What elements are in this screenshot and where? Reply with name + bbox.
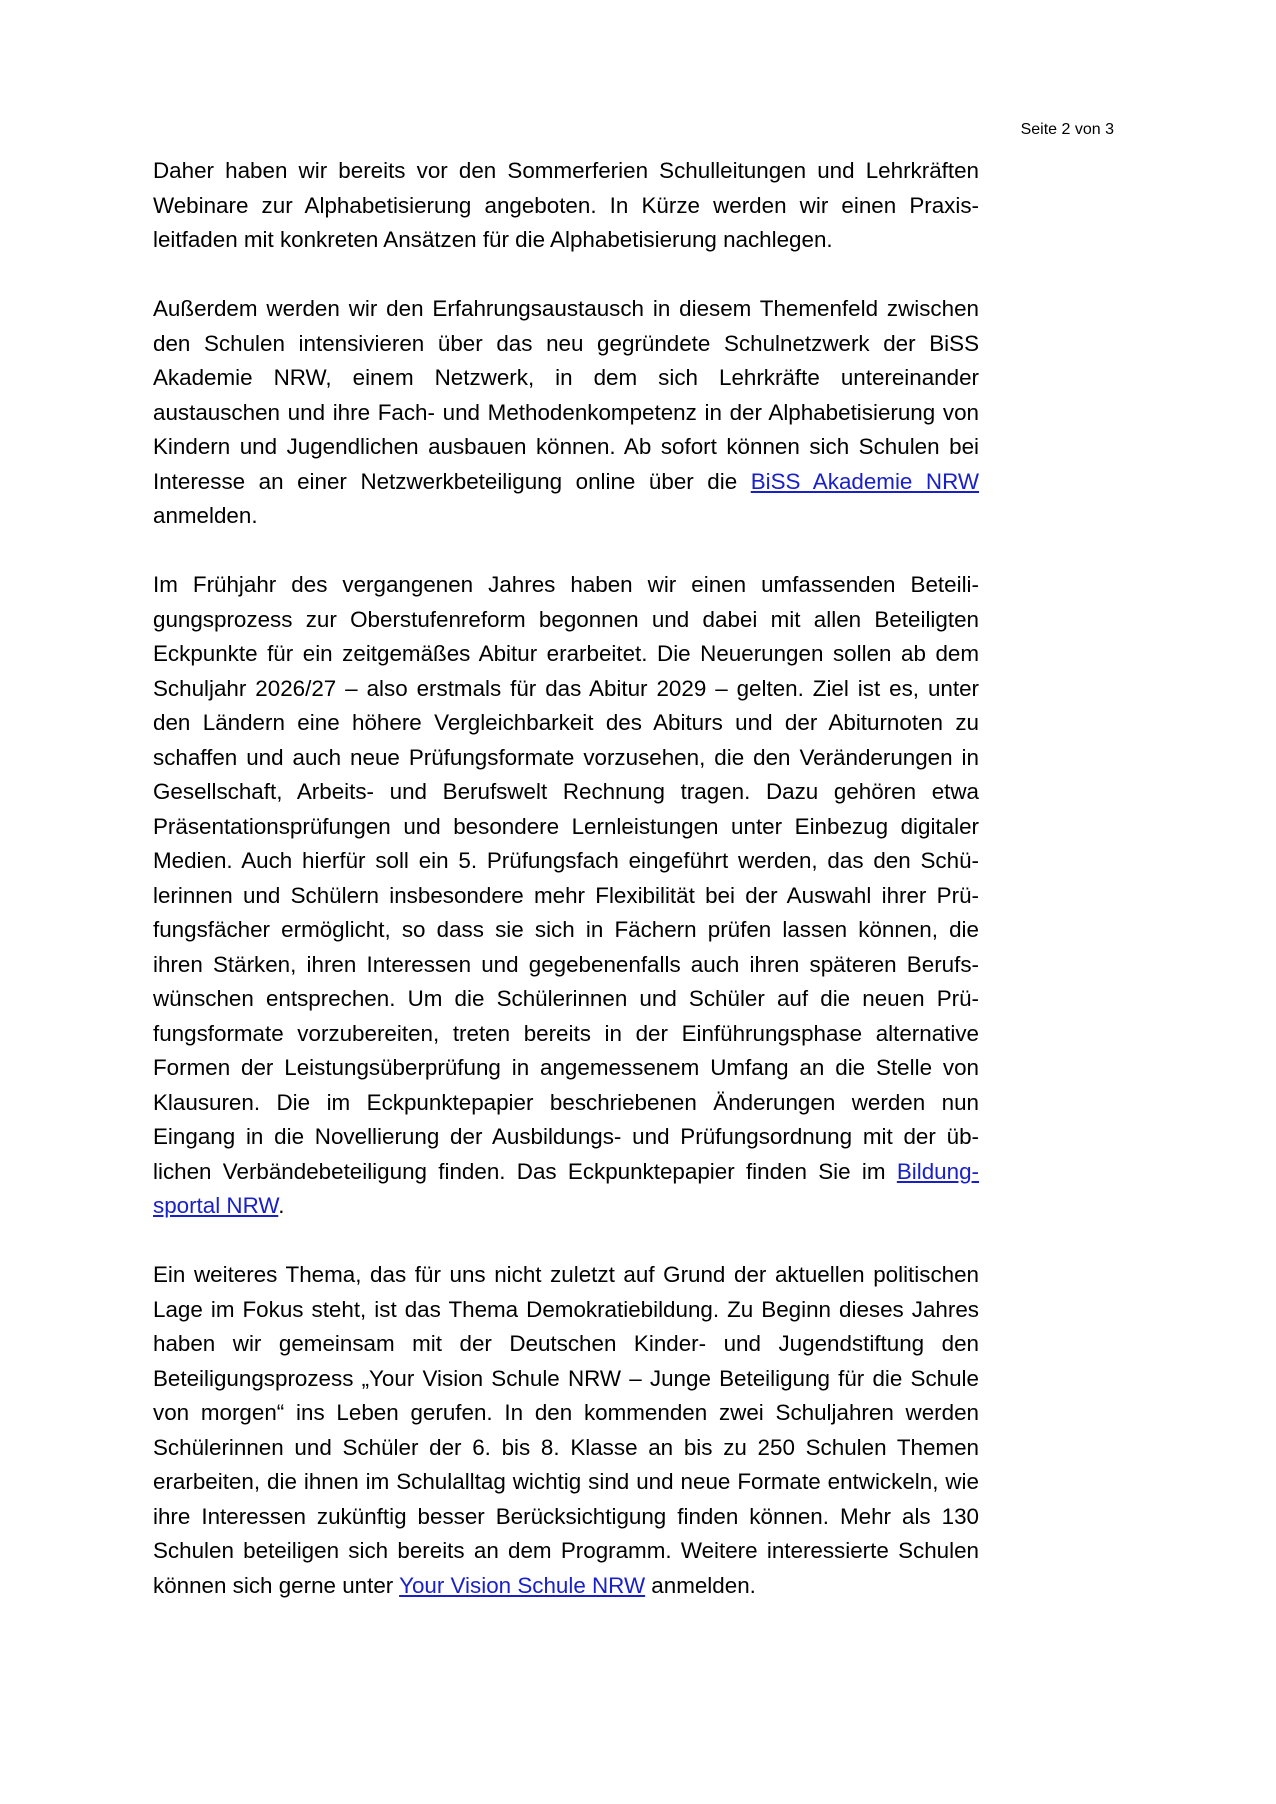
paragraph-text: anmelden.: [645, 1572, 756, 1598]
bildungsportal-link[interactable]: Bildungsportal NRW: [153, 1158, 979, 1218]
paragraph-text: .: [278, 1193, 285, 1218]
paragraph-erfahrungsaustausch: [153, 292, 979, 534]
paragraph-text: Im Frühjahr des vergangenen Jahres haben wir einen umfassenden Beteiligungsprozess zur Oberstufenreform begonnen und dabei mit allen Beteiligten Eckpunkte für ein zeitgemäßes Abitur erarbeitet. Die Neuerungen sollen ab dem Schuljahr 2026/27 – also erstmals für das Abitur 2029 – gelten. Ziel ist es, unter den Ländern eine höhere Vergleichbarkeit des Abiturs und der Abiturnoten zu schaffen und auch neue Prüfungsformate vorzusehen, die den Veränderungen in Gesellschaft, Arbeits- und Berufswelt Rechnung tragen. Dazu gehören etwa Präsentationsprüfungen und besondere Lernleistungen unter Einbezug digitaler Medien. Auch hierfür soll ein 5. Prüfungsfach eingeführt werden, das den Schülerinnen und Schülern insbesondere mehr Flexibilität bei der Auswahl ihrer Prüfungsfächer ermöglicht, so dass sie sich in Fächern prüfen lassen können, die ihren Stärken, ihren Interessen und gegebenenfalls auch ihren späteren Berufswünschen entsprechen. Um die Schülerinnen und Schüler auf die neuen Prüfungsformate vorzubereiten, treten bereits in der Einführungsphase alternative Formen der Leistungsüberprüfung in angemessenem Umfang an die Stelle von Klausuren. Die im Eckpunktepapier beschriebenen Änderungen werden nun Eingang in die Novellierung der Ausbildungs- und Prüfungsordnung mit der üblichen Verbändebeteiligung finden. Das Eckpunktepapier finden Sie im: [153, 572, 979, 1184]
paragraph-oberstufenreform: [153, 568, 979, 1224]
paragraph-alphabetisierung: [153, 154, 979, 258]
paragraph-text: Außerdem werden wir den Erfahrungsaustausch in diesem Themenfeld zwischen den Schulen intensivieren über das neu gegründete Schulnetzwerk der BiSS Akademie NRW, einem Netzwerk, in dem sich Lehrkräfte untereinander austauschen und ihre Fach- und Methodenkompetenz in der Alphabetisierung von Kindern und Jugendlichen ausbauen können. Ab sofort können sich Schulen bei Interesse an einer Netzwerkbeteiligung online über die: [153, 296, 979, 494]
paragraph-text: Ein weiteres Thema, das für uns nicht zuletzt auf Grund der aktuellen politischen Lage im Fokus steht, ist das Thema Demokratiebildung. Zu Beginn dieses Jahres haben wir gemeinsam mit der Deutschen Kinder- und Jugendstiftung den Beteiligungsprozess „Your Vision Schule NRW – Junge Beteiligung für die Schule von morgen“ ins Leben gerufen. In den kommenden zwei Schuljahren werden Schülerinnen und Schüler der 6. bis 8. Klasse an bis zu 250 Schulen Themen erarbeiten, die ihnen im Schulalltag wichtig sind und neue Formate entwickeln, wie ihre Interessen zukünftig besser Berücksichtigung finden können. Mehr als 130 Schulen beteiligen sich bereits an dem Programm. Weitere interessierte Schulen können sich gerne unter: [153, 1262, 979, 1598]
paragraph-text: anmelden.: [153, 503, 258, 528]
document-body: [153, 154, 979, 1638]
your-vision-link[interactable]: Your Vision Schule NRW: [399, 1572, 646, 1598]
paragraph-demokratiebildung: [153, 1258, 979, 1603]
biss-akademie-link[interactable]: BiSS Akademie NRW: [750, 468, 979, 494]
page-number: Seite 2 von 3: [1020, 121, 1114, 138]
paragraph-text: Daher haben wir bereits vor den Sommerferien Schulleitungen und Lehrkräften Webinare zur Alphabetisierung angeboten. In Kürze werden wir einen Praxisleitfaden mit konkreten Ansätzen für die Alphabetisierung nachlegen.: [153, 158, 979, 252]
